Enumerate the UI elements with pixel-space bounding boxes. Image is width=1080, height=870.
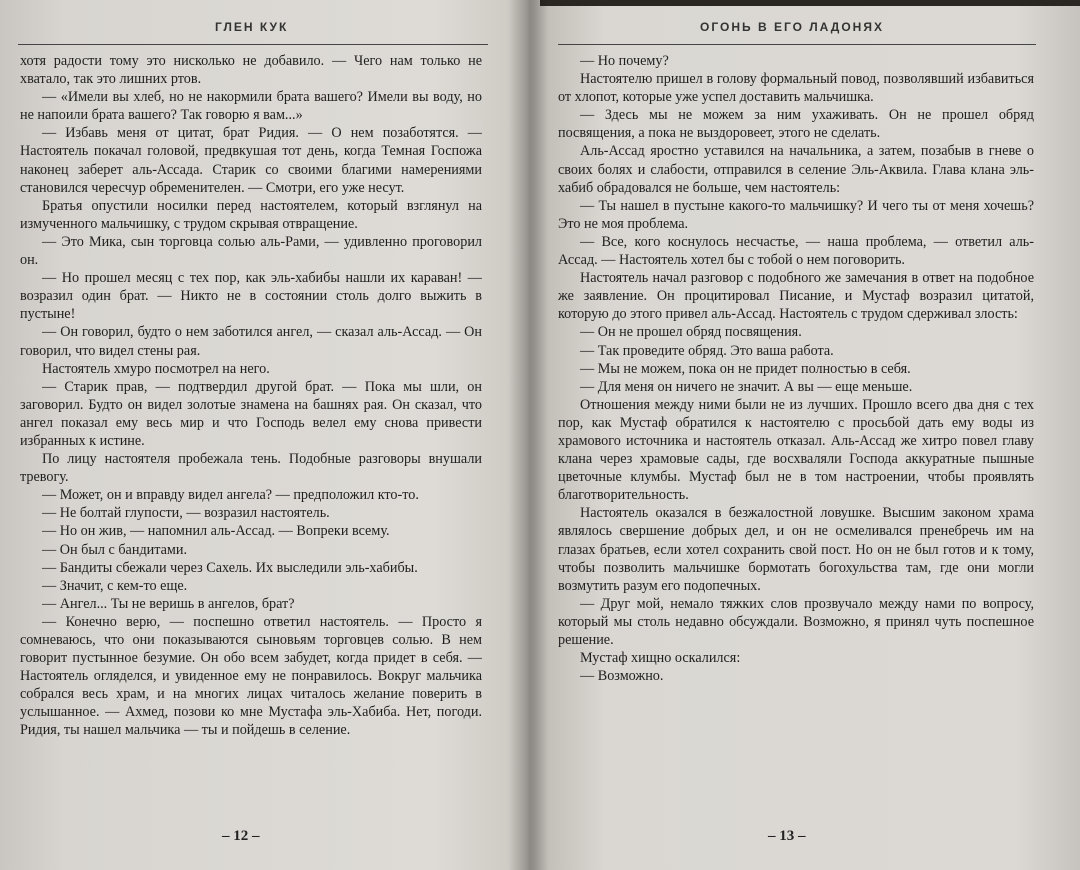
paragraph: Настоятель оказался в безжалостной ловушке. Высшим законом храма являлось свершение добрых дел, и он не осмеливался пренебречь им на глазах братьев, если хотел сохранить свой пост. Но он не был готов и к тому, чтобы позволить мальчишке бормотать богохульства там, где они могли возмутить разум его подопечных.: [558, 505, 1034, 594]
left-page-text: [20, 52, 482, 740]
paragraph: — Для меня он ничего не значит. А вы — еще меньше.: [580, 378, 913, 395]
paragraph: — Друг мой, немало тяжких слов прозвучало между нами по вопросу, который мы столь недавно обсуждали. Возможно, я принял чуть поспешное решение.: [558, 595, 1034, 648]
paragraph: — «Имели вы хлеб, но не накормили брата вашего? Имели вы воду, но не напоили брата вашего? Так говорю я вам...»: [20, 89, 482, 124]
paragraph: Настоятелю пришел в голову формальный повод, позволявший избавиться от хлопот, которые уже успел доставить мальчишка.: [558, 71, 1034, 106]
paragraph: — Ты нашел в пустыне какого-то мальчишку? И чего ты от меня хочешь? Это не моя проблема.: [558, 197, 1034, 232]
left-page-number: – 12 –: [222, 828, 260, 844]
right-page-text: [558, 52, 1034, 685]
paragraph: — Конечно верю, — поспешно ответил настоятель. — Просто я сомневаюсь, что они показываются сыновьям торговцев солью. В нем говорит пустынное безумие. Он обо всем забудет, когда придет в себя. — Настоятель огляделся, и увиденное ему не понравилось. Вокруг мальчика собрался весь храм, и на многих лицах читалось желание поверить в услышанное. — Ахмед, позови ко мне Мустафа эль-Хабиба. Нет, погоди. Ридия, ты нашел мальчика — ты и пойдешь в селение.: [20, 613, 482, 739]
paragraph: — Так проведите обряд. Это ваша работа.: [580, 342, 834, 359]
paragraph: — Все, кого коснулось несчастье, — наша проблема, — ответил аль-Ассад. — Настоятель хотел бы с тобой о нем поговорить.: [558, 233, 1034, 269]
paragraph: Настоятель начал разговор с подобного же замечания в ответ на подобное же заявление. Он процитировал Писание, и Мустаф возразил цитатой, которую до этого привел аль-Ассад. Настоятель с трудом сдерживал злость:: [558, 270, 1034, 323]
paragraph: Настоятель хмуро посмотрел на него.: [42, 360, 270, 377]
paragraph: — Он не прошел обряд посвящения.: [580, 324, 802, 341]
paragraph: Мустаф хищно оскалился:: [580, 650, 741, 667]
paragraph: хотя радости тому это нисколько не добавило. — Чего нам только не хватало, так это лишних ртов.: [20, 53, 482, 88]
paragraph: — Бандиты сбежали через Сахель. Их выследили эль-хабибы.: [42, 559, 418, 576]
paragraph: — Мы не можем, пока он не придет полностью в себя.: [580, 360, 911, 377]
left-running-header: ГЛЕН КУК: [215, 20, 289, 34]
paragraph: Аль-Ассад яростно уставился на начальника, а затем, позабыв в гневе о своих болях и слабости, отправился в селение Эль-Аквила. Глава клана эль-хабиб обрадовался не больше, чем настоятель:: [558, 143, 1034, 196]
paragraph: — Избавь меня от цитат, брат Ридия. — О нем позаботятся. — Настоятель покачал головой, предвкушая тот день, когда Темная Госпожа наконец заберет аль-Ассада. Старик со своими благими намерениями становился чересчур обременителен. — Смотри, его уже несут.: [20, 125, 482, 196]
paragraph: — Но почему?: [580, 53, 669, 69]
paragraph: — Не болтай глупости, — возразил настоятель.: [42, 505, 330, 522]
paragraph: — Это Мика, сын торговца солью аль-Рами, — удивленно проговорил он.: [20, 233, 482, 269]
paragraph: — Ангел... Ты не веришь в ангелов, брат?: [42, 595, 295, 612]
paragraph: — Но он жив, — напомнил аль-Ассад. — Вопреки всему.: [42, 523, 390, 540]
right-page-number: – 13 –: [768, 828, 806, 844]
paragraph: — Значит, с кем-то еще.: [42, 577, 188, 594]
paragraph: Братья опустили носилки перед настоятелем, который взглянул на измученного мальчишку, с трудом скрывая отвращение.: [20, 197, 482, 232]
paragraph: — Но прошел месяц с тех пор, как эль-хабибы нашли их караван! — возразил один брат. — Никто не в состоянии столь долго выжить в пустыне!: [20, 270, 482, 323]
paragraph: — Возможно.: [580, 668, 664, 685]
paragraph: — Он был с бандитами.: [42, 541, 188, 558]
paragraph: По лицу настоятеля пробежала тень. Подобные разговоры внушали тревогу.: [20, 451, 482, 486]
right-running-header: ОГОНЬ В ЕГО ЛАДОНЯХ: [700, 20, 884, 34]
left-page: [0, 0, 530, 870]
paragraph: — Может, он и вправду видел ангела? — предположил кто-то.: [42, 487, 419, 504]
paragraph: Отношения между ними были не из лучших. Прошло всего два дня с тех пор, как Мустаф обратился к настоятелю с просьбой дать ему воды из храмового источника и настоятель отказал. Аль-Ассад же хитро повел главу клана через храмовые сады, где восхваляли Господа аккуратные пышные цветочные клумбы. Мустаф был не в том настроении, чтобы проявлять благотворительность.: [558, 396, 1034, 504]
right-page: [530, 0, 1080, 870]
paragraph: — Старик прав, — подтвердил другой брат. — Пока мы шли, он заговорил. Будто он видел золотые знамена на башнях рая. Он сказал, что ангел показал ему весь мир и что Господь велел ему снова привести избранных к истине.: [20, 378, 482, 449]
paragraph: — Здесь мы не можем за ним ухаживать. Он не прошел обряд посвящения, а пока не выздоровеет, этого не сделать.: [558, 107, 1034, 142]
left-header-rule: [18, 44, 488, 45]
paragraph: — Он говорил, будто о нем заботился ангел, — сказал аль-Ассад. — Он говорил, что видел стены рая.: [20, 324, 482, 359]
right-header-rule: [558, 44, 1036, 45]
